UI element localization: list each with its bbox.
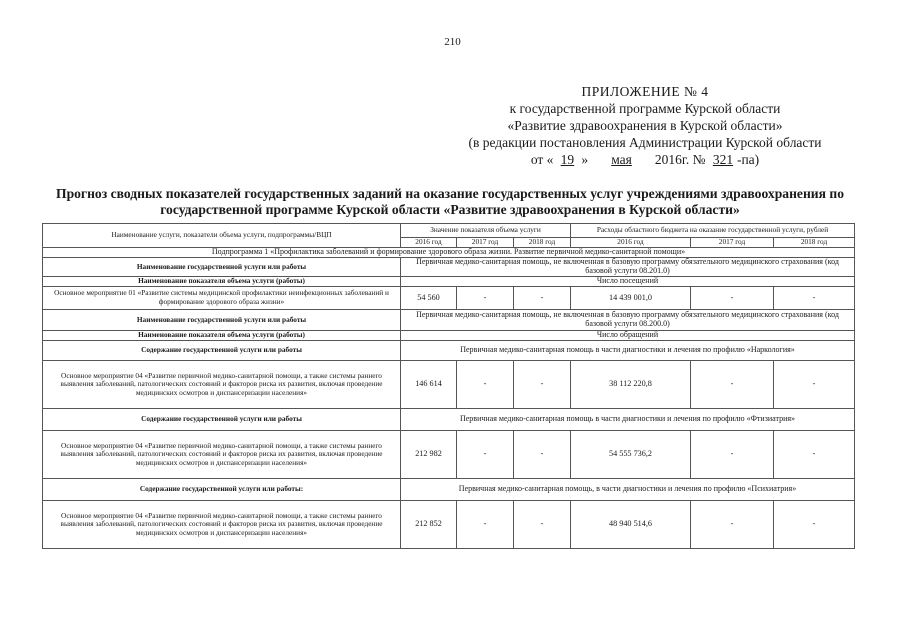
- forecast-table: [42, 223, 855, 549]
- expense-2016: 48 940 514,6: [571, 501, 691, 549]
- expense-2017: -: [691, 431, 774, 479]
- content-label: Содержание государственной услуги или работы: [43, 341, 401, 361]
- document-title: Прогноз сводных показателей государственных заданий на оказание государственных услуг учреждениями здравоохранения по государственной программе Курской области «Развитие здравоохранения в Курской области»: [56, 186, 844, 217]
- subprogram-row: Подпрограмма 1 «Профилактика заболеваний и формирование здорового образа жизни. Развитие первичной медико-санитарной помощи»: [43, 248, 855, 258]
- header-volume: Значение показателя объема услуги: [401, 224, 571, 238]
- value-2017: -: [457, 287, 514, 310]
- header-year: 2017 год: [691, 238, 774, 248]
- date-month: мая: [611, 152, 632, 167]
- content-value: Первичная медико-санитарная помощь в части диагностики и лечения по профилю «Наркология»: [401, 341, 855, 361]
- expense-2018: -: [774, 361, 855, 409]
- header-expenses: Расходы областного бюджета на оказание государственной услуги, рублей: [571, 224, 855, 238]
- content-label: Содержание государственной услуги или работы: [43, 409, 401, 431]
- value-2017: -: [457, 361, 514, 409]
- indicator-value: Число посещений: [401, 277, 855, 287]
- date-day-close: »: [581, 152, 589, 167]
- indicator-label: Наименование показателя объема услуги (работы): [43, 277, 401, 287]
- row-name: Основное мероприятие 04 «Развитие первичной медико-санитарной помощи, а также системы раннего выявления заболеваний, патологических состояний и факторов риска их развития, включая проведение медицинских осмотров и диспансеризации населения»: [43, 431, 401, 479]
- header-year: 2017 год: [457, 238, 514, 248]
- value-2016: 212 982: [401, 431, 457, 479]
- content-label: Содержание государственной услуги или работы:: [43, 479, 401, 501]
- header-year: 2016 год: [401, 238, 457, 248]
- header-year: 2018 год: [514, 238, 571, 248]
- expense-2017: -: [691, 287, 774, 310]
- service-label: Наименование государственной услуги или работы: [43, 310, 401, 331]
- appendix-line-1: к государственной программе Курской области: [509, 101, 781, 116]
- value-2018: -: [514, 287, 571, 310]
- value-2018: -: [514, 431, 571, 479]
- value-2017: -: [457, 501, 514, 549]
- expense-2018: -: [774, 431, 855, 479]
- value-2016: 54 560: [401, 287, 457, 310]
- expense-2016: 38 112 220,8: [571, 361, 691, 409]
- expense-2016: 14 439 001,0: [571, 287, 691, 310]
- indicator-value: Число обращений: [401, 331, 855, 341]
- page-number: 210: [444, 36, 461, 48]
- expense-2018: -: [774, 501, 855, 549]
- service-label: Наименование государственной услуги или работы: [43, 258, 401, 277]
- expense-2018: -: [774, 287, 855, 310]
- content-value: Первичная медико-санитарная помощь в части диагностики и лечения по профилю «Фтизиатрия»: [401, 409, 855, 431]
- appendix-date-line: [425, 151, 865, 168]
- value-2018: -: [514, 501, 571, 549]
- row-name: Основное мероприятие 04 «Развитие первичной медико-санитарной помощи, а также системы раннего выявления заболеваний, патологических состояний и факторов риска их развития, включая проведение медицинских осмотров и диспансеризации населения»: [43, 361, 401, 409]
- appendix-line-3: (в редакции постановления Администрации Курской области: [468, 135, 822, 150]
- header-year: 2018 год: [774, 238, 855, 248]
- value-2016: 146 614: [401, 361, 457, 409]
- service-value: Первичная медико-санитарная помощь, не включенная в базовую программу обязательного медицинского страхования (код базовой услуги 08.201.0): [401, 258, 855, 277]
- appendix-line-2: «Развитие здравоохранения в Курской области»: [507, 118, 783, 133]
- service-value: Первичная медико-санитарная помощь, не включенная в базовую программу обязательного медицинского страхования (код базовой услуги 08.200.0): [401, 310, 855, 331]
- decree-suffix: -па): [736, 152, 760, 167]
- content-value: Первичная медико-санитарная помощь, в части диагностики и лечения по профилю «Психиатрия»: [401, 479, 855, 501]
- date-prefix: от «: [530, 152, 554, 167]
- date-day: 19: [560, 152, 575, 167]
- value-2018: -: [514, 361, 571, 409]
- header-year: 2016 год: [571, 238, 691, 248]
- expense-2017: -: [691, 501, 774, 549]
- value-2016: 212 852: [401, 501, 457, 549]
- expense-2016: 54 555 736,2: [571, 431, 691, 479]
- value-2017: -: [457, 431, 514, 479]
- indicator-label: Наименование показателя объема услуги (работы): [43, 331, 401, 341]
- appendix-block: [425, 83, 865, 168]
- appendix-title: ПРИЛОЖЕНИЕ № 4: [581, 84, 709, 99]
- header-name: Наименование услуги, показатели объема услуги, подпрограммы/ВЦП: [43, 224, 401, 248]
- date-year: 2016г. №: [654, 152, 706, 167]
- expense-2017: -: [691, 361, 774, 409]
- row-name: Основное мероприятие 01 «Развитие системы медицинской профилактики неинфекционных заболеваний и формирование здорового образа жизни»: [43, 287, 401, 310]
- decree-number: 321: [712, 152, 734, 167]
- row-name: Основное мероприятие 04 «Развитие первичной медико-санитарной помощи, а также системы раннего выявления заболеваний, патологических состояний и факторов риска их развития, включая проведение медицинских осмотров и диспансеризации населения»: [43, 501, 401, 549]
